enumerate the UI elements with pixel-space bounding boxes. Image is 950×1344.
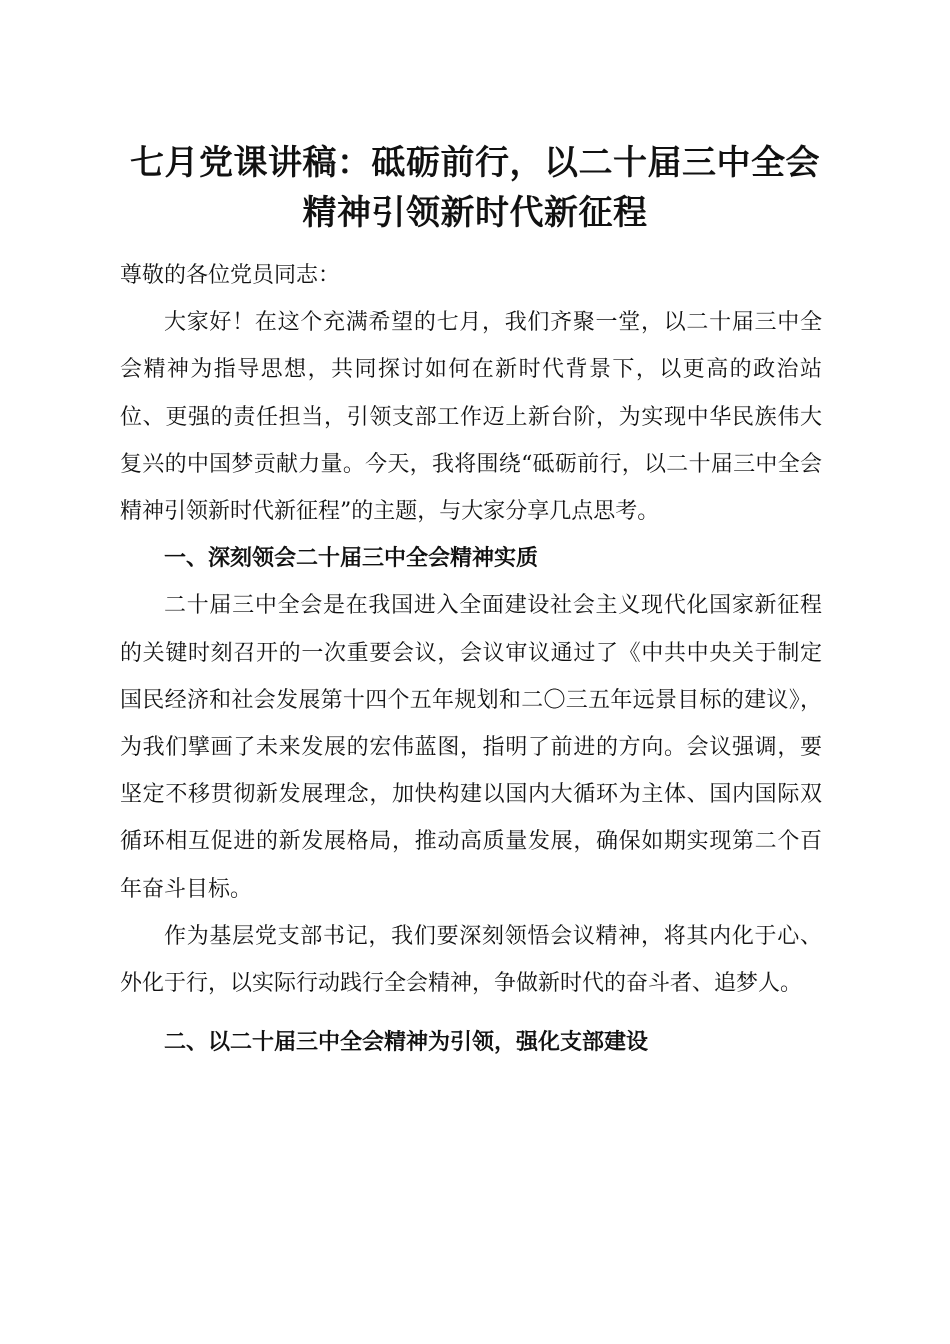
document-body xyxy=(120,252,822,1066)
document-title xyxy=(100,138,850,238)
title-line-2: 精神引领新时代新征程 xyxy=(302,193,648,233)
salutation: 尊敬的各位党员同志： xyxy=(120,263,341,288)
section-heading-2: 二、以二十届三中全会精神为引领，强化支部建设 xyxy=(164,1030,649,1056)
title-line-1: 七月党课讲稿：砥砺前行，以二十届三中全会 xyxy=(130,143,820,183)
section-heading-1: 一、深刻领会二十届三中全会精神实质 xyxy=(164,546,539,572)
paragraph-intro: 大家好！在这个充满希望的七月，我们齐聚一堂，以二十届三中全会精神为指导思想，共同探讨如何在新时代背景下，以更高的政治站位、更强的责任担当，引领支部工作迈上新台阶，为实现中华民族伟大复兴的中国梦贡献力量。今天，我将围绕“砥砺前行，以二十届三中全会精神引领新时代新征程”的主题，与大家分享几点思考。 xyxy=(120,310,822,525)
paragraph-plenum: 二十届三中全会是在我国进入全面建设社会主义现代化国家新征程的关键时刻召开的一次重要会议，会议审议通过了《中共中央关于制定国民经济和社会发展第十四个五年规划和二〇三五年远景目标的建议》，为我们擘画了未来发展的宏伟蓝图，指明了前进的方向。会议强调，要坚定不移贯彻新发展理念，加快构建以国内大循环为主体、国内国际双循环相互促进的新发展格局，推动高质量发展，确保如期实现第二个百年奋斗目标。 xyxy=(120,593,822,902)
paragraph-branch-secretary: 作为基层党支部书记，我们要深刻领悟会议精神，将其内化于心、外化于行，以实际行动践行全会精神，争做新时代的奋斗者、追梦人。 xyxy=(120,923,822,997)
